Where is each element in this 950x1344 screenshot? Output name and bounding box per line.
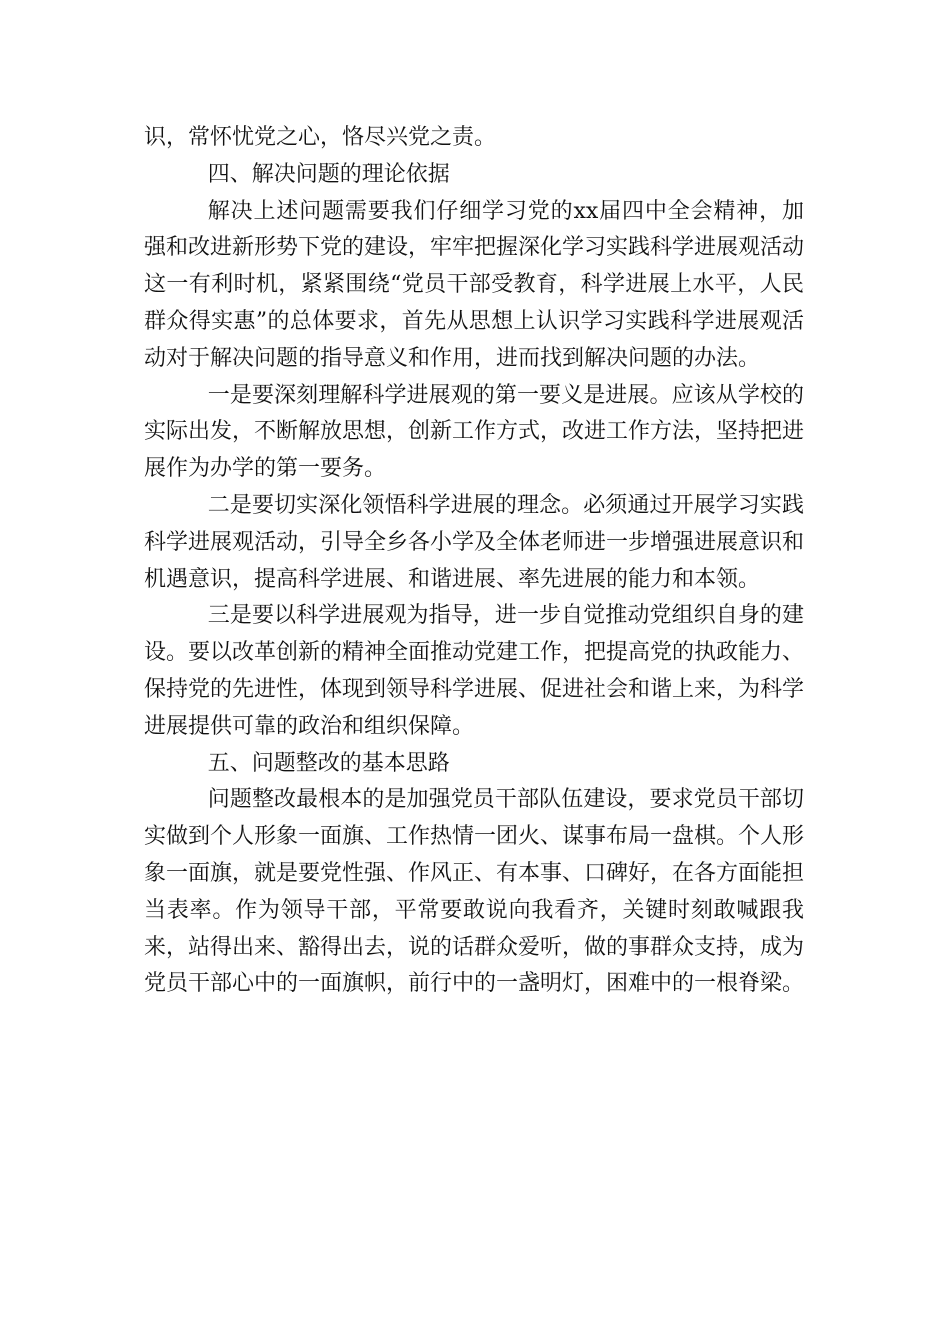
section-heading-four: 四、解决问题的理论依据 bbox=[207, 161, 450, 187]
paragraph-point-one: 一是要深刻理解科学进展观的第一要义是进展。应该从学校的实际出发，不断解放思想，创新工作方式，改进工作方法，坚持把进展作为办学的第一要务。 bbox=[144, 382, 805, 482]
paragraph-point-two: 二是要切实深化领悟科学进展的理念。必须通过开展学习实践科学进展观活动，引导全乡各小学及全体老师进一步增强进展意识和机遇意识，提高科学进展、和谐进展、率先进展的能力和本领。 bbox=[144, 492, 805, 592]
paragraph-rectification: 问题整改最根本的是加强党员干部队伍建设，要求党员干部切实做到个人形象一面旗、工作热情一团火、谋事布局一盘棋。个人形象一面旗，就是要党性强、作风正、有本事、口碑好，在各方面能担当表率。作为领导干部，平常要敢说向我看齐，关键时刻敢喊跟我来，站得出来、豁得出去，说的话群众爱听，做的事群众支持，成为党员干部心中的一面旗帜，前行中的一盏明灯，困难中的一根脊梁。 bbox=[144, 787, 805, 997]
section-heading-five: 五、问题整改的基本思路 bbox=[207, 750, 450, 776]
document-body bbox=[144, 120, 804, 1003]
paragraph-theory-basis: 解决上述问题需要我们仔细学习党的xx届四中全会精神，加强和改进新形势下党的建设，牢牢把握深化学习实践科学进展观活动这一有利时机，紧紧围绕“党员干部受教育，科学进展上水平，人民群众得实惠”的总体要求，首先从思想上认识学习实践科学进展观活动对于解决问题的指导意义和作用，进而找到解决问题的办法。 bbox=[144, 198, 805, 371]
paragraph-continuation: 识，常怀忧党之心，恪尽兴党之责。 bbox=[144, 125, 497, 150]
paragraph-point-three: 三是要以科学进展观为指导，进一步自觉推动党组织自身的建设。要以改革创新的精神全面推动党建工作，把提高党的执政能力、保持党的先进性，体现到领导科学进展、促进社会和谐上来，为科学进展提供可靠的政治和组织保障。 bbox=[144, 603, 805, 739]
